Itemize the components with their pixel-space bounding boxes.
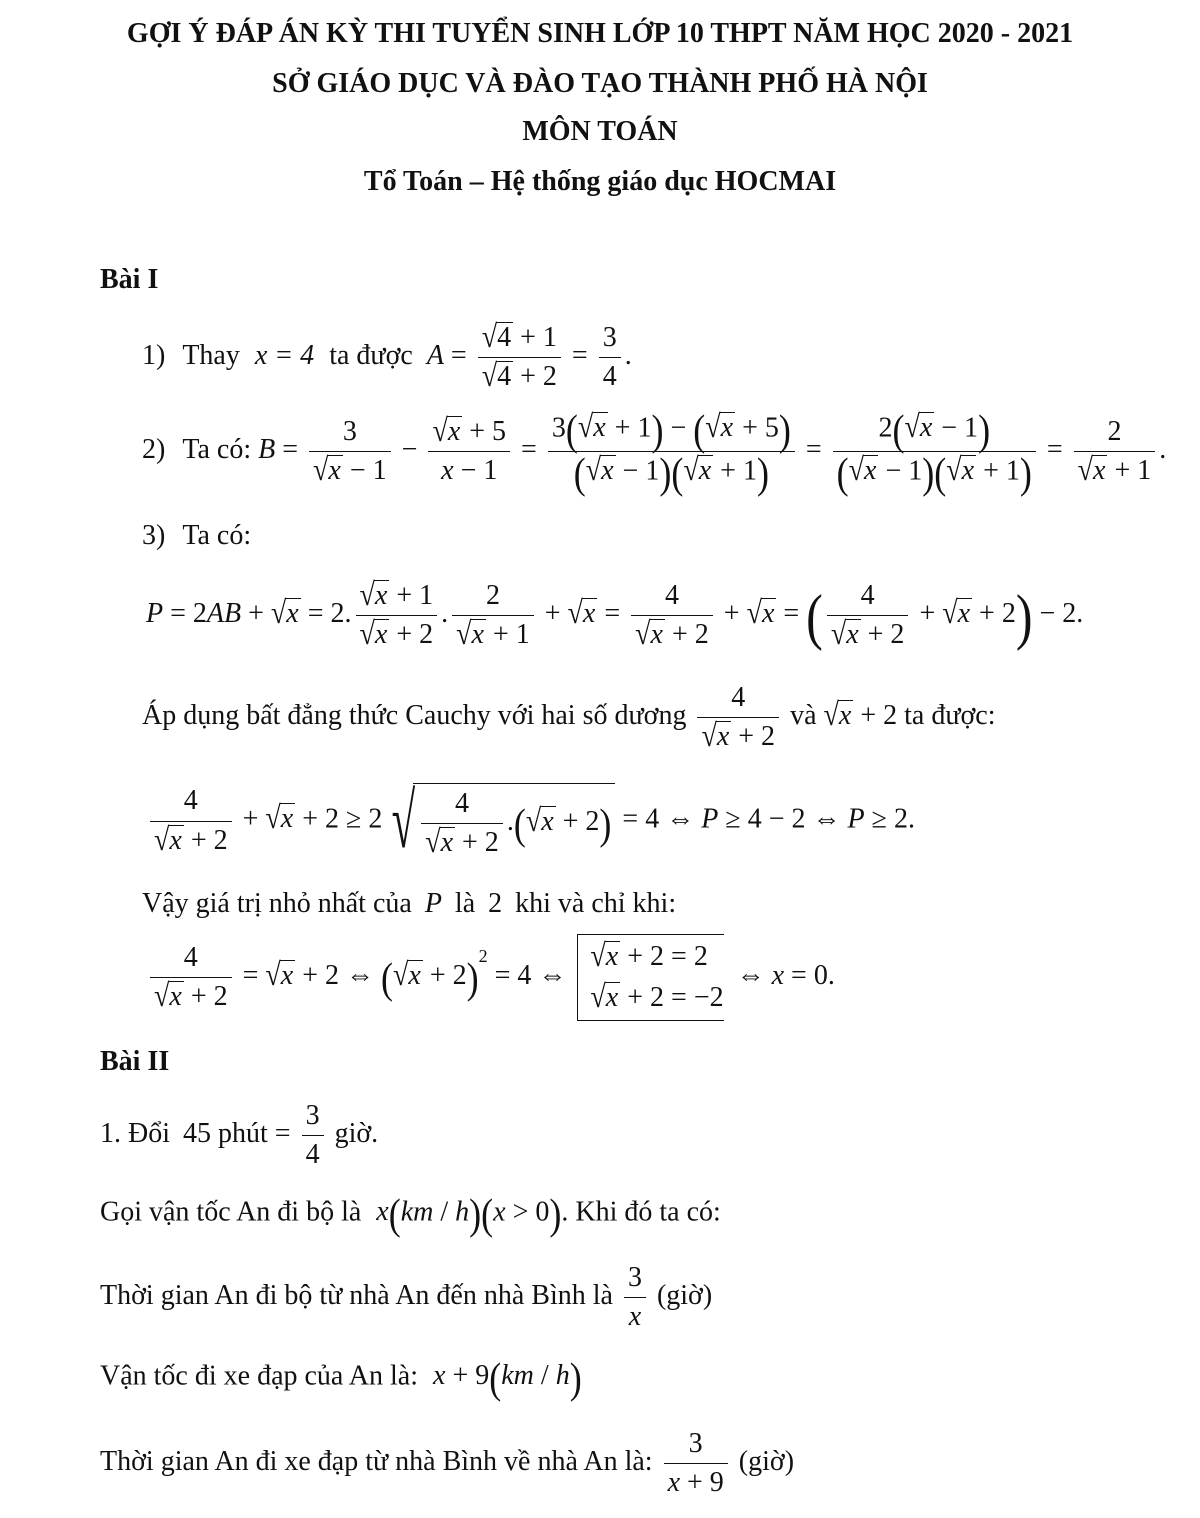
l2-end: . Khi đó ta có: bbox=[561, 1196, 721, 1228]
min-is: là bbox=[454, 888, 476, 919]
doc-title: GỢI Ý ĐÁP ÁN KỲ THI TUYỂN SINH LỚP 10 THPT NĂM HỌC 2020 - 2021 bbox=[126, 18, 1074, 49]
min-var: P bbox=[424, 888, 442, 919]
bai2-line4: Vận tốc đi xe đạp của An là: x + 9(km / h) bbox=[100, 1354, 582, 1402]
section-title-bai1: Bài I bbox=[100, 264, 159, 295]
l1-prefix: 1. Đổi bbox=[100, 1118, 170, 1150]
min-conclusion bbox=[142, 888, 676, 920]
q3-formula-p: P = 2AB + √x = 2. $\frac{√x + 1}{√x + 2}$ . $\frac{2}{√x + 1}$ + √x = $\frac{4}{√x + 2}$ + √x = ( $\frac{4}{√x + 2}$ + √x + 2) − 2. bbox=[146, 577, 1084, 653]
l2-text: Gọi vận tốc An đi bộ là bbox=[100, 1196, 362, 1228]
l5-unit: (giờ) bbox=[738, 1446, 795, 1478]
min-value: 2 bbox=[488, 888, 503, 919]
q2-formula: B = $\frac{3}{√x - 1}$ − $\frac{√x + 5}{x - 1}$ = $\frac{3(√x + 1) - (√x + 5)}{(√x - 1)(√x + 1)}$ = $\frac{2(√x - 1)}{(√x - 1)(√x + 1)}$ = $\frac{2}{√x + 1}$ . bbox=[258, 406, 1167, 497]
cauchy-end: ta được: bbox=[904, 700, 996, 732]
bai1-q1 bbox=[142, 319, 632, 395]
q1-condition: x = 4 bbox=[254, 340, 315, 372]
bai2-line5: Thời gian An đi xe đạp từ nhà Bình về nhà An là: $\frac{3}{x + 9}$ (giờ) bbox=[100, 1428, 795, 1499]
bai2-line2: Gọi vận tốc An đi bộ là x(km / h)(x > 0). Khi đó ta có: bbox=[100, 1190, 721, 1238]
cauchy-intro: Áp dụng bất đẳng thức Cauchy với hai số dương $\frac{4}{√x + 2}$ và √x + 2 ta được: bbox=[142, 682, 996, 755]
l4-text: Vận tốc đi xe đạp của An là: bbox=[100, 1360, 419, 1392]
q2-label: 2) bbox=[142, 433, 166, 465]
q1-formula: A = $\frac{√4 + 1}{√4 + 2}$ = $\frac{3}{4}$ . bbox=[419, 319, 632, 395]
q3-text: Ta có: bbox=[182, 520, 252, 551]
l3-unit: (giờ) bbox=[656, 1280, 713, 1312]
cauchy-and: và bbox=[790, 700, 817, 732]
q2-text: Ta có: bbox=[182, 433, 252, 465]
min-text-2: khi và chỉ khi: bbox=[515, 888, 677, 919]
l1-unit: giờ. bbox=[334, 1118, 379, 1150]
bai2-line1: 1. Đổi 45 phút = $\frac{3}{4}$ giờ. bbox=[100, 1100, 379, 1171]
q1-mid-text: ta được bbox=[329, 340, 413, 372]
section-title-bai2: Bài II bbox=[100, 1046, 170, 1077]
doc-author: Tổ Toán – Hệ thống giáo dục HOCMAI bbox=[363, 166, 837, 197]
doc-subtitle-department: SỞ GIÁO DỤC VÀ ĐÀO TẠO THÀNH PHỐ HÀ NỘI bbox=[272, 68, 928, 99]
cauchy-inequality: $\frac{4}{√x + 2}$ + √x + 2 ≥ 2 √ $\frac{4}{√x + 2}$ .(√x + 2) = 4 ⇔ P ≥ 4 − 2 ⇔ P ≥ 2. bbox=[146, 782, 915, 860]
l1-minutes: 45 phút bbox=[183, 1118, 268, 1150]
min-text-1: Vậy giá trị nhỏ nhất của bbox=[142, 888, 412, 919]
bai1-q3 bbox=[142, 520, 251, 552]
q3-label: 3) bbox=[142, 520, 166, 551]
doc-subtitle-subject: MÔN TOÁN bbox=[522, 116, 678, 147]
q1-label: 1) bbox=[142, 340, 166, 372]
l3-text: Thời gian An đi bộ từ nhà An đến nhà Bình là bbox=[100, 1280, 613, 1312]
l5-text: Thời gian An đi xe đạp từ nhà Bình về nhà An là: bbox=[100, 1446, 653, 1478]
equality-condition: $\frac{4}{√x + 2}$ = √x + 2 ⇔ $(√x + 2)^2 = 4$ ⇔ √x + 2 = 2 √x + 2 = −2 ⇔ x = 0. bbox=[146, 934, 835, 1021]
bai1-q2 bbox=[142, 406, 1167, 497]
bai2-line3: Thời gian An đi bộ từ nhà An đến nhà Bình là $\frac{3}{x}$ (giờ) bbox=[100, 1262, 713, 1333]
q1-text: Thay bbox=[182, 340, 240, 372]
cauchy-intro-text: Áp dụng bất đẳng thức Cauchy với hai số dương bbox=[142, 700, 687, 732]
